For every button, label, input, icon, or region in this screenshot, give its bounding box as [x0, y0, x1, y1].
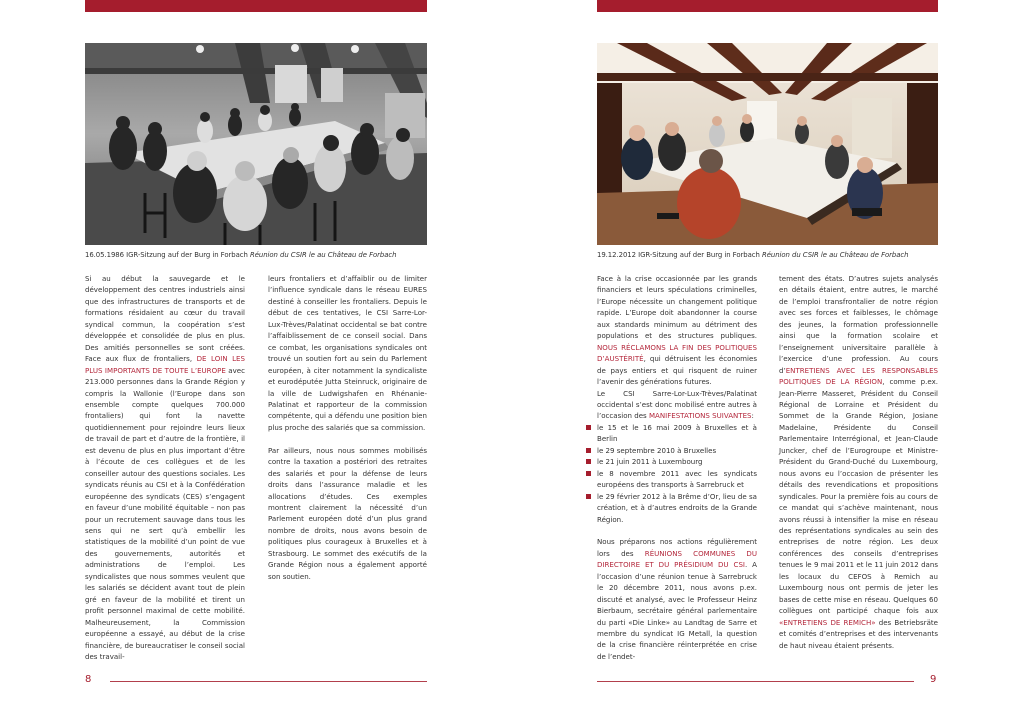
list-item: le 8 novembre 2011 avec les syndicats européens des transports à Sarrebruck et — [597, 468, 757, 490]
left-photo-caption — [85, 251, 397, 259]
right-col1-paragraph-3 — [597, 536, 757, 662]
highlight-manifestations: MANIFESTATIONS SUIVANTES — [648, 411, 752, 421]
list-item: le 29 février 2012 à la Brême d’Or, lieu de sa création, et à d’autres endroits de la Grande Région. — [597, 491, 757, 524]
left-photo-meeting-1986 — [85, 43, 427, 245]
right-col2-text-c: des Betriebsräte et comités d’entreprises et des intervenants de haut niveau étaient présents. — [779, 617, 938, 650]
right-col1-paragraph-1 — [597, 273, 757, 388]
left-column-2 — [268, 273, 427, 582]
left-col1-text-a: Si au début la sauvegarde et le développement des centres industriels ainsi que des infrastructures de transports et de formations résidaient au cœur du travail syndical commun, la coopération s’est développée et consolidée de plus en plus. Des amitiés personnelles se sont créées. Face aux flux de frontaliers, — [85, 274, 245, 364]
list-item: le 21 juin 2011 à Luxembourg — [597, 456, 757, 467]
right-col2-text-b: , comme p.ex. Jean-Pierre Masseret, Président du Conseil Régional de Lorraine et Président du Sommet de la Grande Région, Josiane Madelaine, Présidente du Conseil Parlementaire Interrégional, et Jean-Claude Juncker, chef de l’Eurogroupe et Ministre-Président du Grand-Duché du Luxembourg, nous avons eu l’occasion de présenter les détails des revendications et propositions syndicales. Pour la première fois au cours de ce mandat qui s’achève maintenant, nous avons réussi à intensifier la mise en réseau des représentations syndicales au sein des entreprises de notre région. Les deux conférences des conseils d’entreprises tenues le 9 mai 2011 et le 11 juin 2012 dans les locaux du CEFOS à Remich au Luxembourg nous ont permis de jeter les bases de cette mise en réseau. Quelques 60 collègues ont participé chaque fois aux — [779, 377, 939, 616]
page-number-right: 9 — [930, 674, 937, 685]
highlight-remich: «ENTRETIENS DE REMICH» — [779, 617, 876, 627]
right-col1-p2-text-b: : — [751, 411, 754, 421]
right-col2-text-a: tement des états. D’autres sujets analysés en détails étaient, entre autres, le marché de l’emploi transfrontalier de notre région avec ses forces et faiblesses, le chômage des jeunes, la formation professionnelle ainsi que la formation scolaire et l’enseignement universitaire parallèle à l’exercice d’une profession. Au cours d’ — [779, 274, 938, 375]
right-caption-fr: Réunion du CSIR le au Château de Forbach — [761, 251, 909, 259]
left-col2-paragraph-1: leurs frontaliers et d’affaiblir ou de limiter l’influence syndicale dans le réseau EURES destiné à conseiller les frontaliers. Depuis le début de ces tentatives, le CSI Sarre-Lor-Lux-Trèves/Palatinat occidental se bat contre l’affaiblissement de ce conseil social. Dans ce combat, les organisations syndicales ont trouvé un soutien fort au sein du Parlement européen, à citer notamment la syndicaliste et eurodéputée Jutta Steinruck, originaire de la ville de Ludwigshafen en Rhénanie-Palatinat et rapporteur de la commission compétente, qui a défendu une position bien plus proche des salariés que sa commission. — [268, 274, 427, 432]
left-footer-rule — [110, 681, 427, 682]
manifestations-list — [597, 422, 757, 525]
right-caption-de: 19.12.2012 IGR-Sitzung auf der Burg in Forbach — [597, 251, 760, 259]
right-col1-p3-text-a: Nous préparons nos actions régulièrement lors des — [597, 537, 757, 558]
highlight-frontaliers: DE LOIN LES PLUS IMPORTANTS DE TOUTE L’EUROPE — [85, 354, 245, 375]
right-column-2 — [779, 273, 938, 651]
right-photo-caption — [597, 251, 909, 259]
highlight-reunions: RÉUNIONS COMMUNES DU DIRECTOIRE ET DU PRÉSIDIUM DU CSI — [597, 548, 757, 570]
right-col1-p1-text-a: Face à la crise occasionnée par les grands financiers et leurs spéculations criminelles, l’Europe nécessite un changement politique rapide. L’Europe doit abandonner la course aux standards minimum au détriment des populations et des structures publiques. — [597, 274, 757, 341]
highlight-entretiens: ENTRETIENS AVEC LES RESPONSABLES POLITIQUES DE LA RÉGION — [779, 365, 938, 387]
right-col1-p1-text-b: , qui détruisent les économies de pays entiers et qui risquent de ruiner l’avenir des générations futures. — [597, 354, 757, 387]
page-number-left: 8 — [85, 674, 92, 685]
right-column-1 — [597, 273, 757, 662]
right-page-top-bar — [597, 0, 938, 12]
left-col1-paragraph — [85, 273, 245, 662]
left-caption-de: 16.05.1986 IGR-Sitzung auf der Burg in Forbach — [85, 251, 248, 259]
right-photo-meeting-2012 — [597, 43, 938, 245]
right-col1-p2-text-a: Le CSI Sarre-Lor-Lux-Trèves/Palatinat occidental s’est donc mobilisé entre autres à l’occasion des — [597, 388, 757, 421]
highlight-austerite: NOUS RÉCLAMONS LA FIN DES POLITIQUES D’AUSTÉRITÉ — [597, 342, 757, 364]
list-item: le 15 et le 16 mai 2009 à Bruxelles et à Berlin — [597, 422, 757, 444]
list-item: le 29 septembre 2010 à Bruxelles — [597, 445, 757, 456]
left-caption-fr: Réunion du CSIR le au Château de Forbach — [249, 251, 397, 259]
left-col1-text-b: avec 213.000 personnes dans la Grande Région y compris la Wallonie (l’Europe dans son ensemble compte quelques 700.000 frontaliers) qui font la navette quotidiennement pour rejoindre leurs lieux de travail de part et d’autre de la frontière, il est devenu de plus en plus important d’être à l’écoute de ces collègues et de les conseiller autour des questions sociales. Les syndicats réunis au CSI et à la Confédération européenne des syndicats (CES) s’engagent en faveur d’une mobilité équitable – non pas pour un recrutement sauvage dans tous les sens qui ne sert qu’à embellir les statistiques de la mobilité d’un point de vue des gouvernements, autorités et administrations de l’emploi. Les syndicalistes que nous sommes veulent que les salariés se décident avant tout de plein gré en faveur de la mobilité et tirent un profit personnel maximal de cette mobilité. Malheureusement, la Commission européenne a essayé, au début de la crise financière, de bureaucratiser le conseil social des travail- — [85, 365, 245, 661]
right-col1-paragraph-2 — [597, 388, 757, 422]
left-page-top-bar — [85, 0, 427, 12]
right-footer-rule — [597, 681, 914, 682]
left-col2-paragraph-2: Par ailleurs, nous nous sommes mobilisés contre la taxation a postériori des retraites des salariés et pour la défense de leurs droits dans l’assurance maladie et les allocations d’études. Ces exemples montrent clairement la nécessité d’un Parlement européen doté d’un plus grand nombre de droits, nous avons besoin de politiques plus courageux à Bruxelles et à Strasbourg. Le sommet des exécutifs de la Grande Région nous a également apporté son soutien. — [268, 445, 427, 581]
right-col1-p3-text-b: . A l’occasion d’une réunion tenue à Sarrebruck le 20 décembre 2011, nous avons p.ex. discuté et analysé, avec le Professeur Heinz Bierbaum, secrétaire général parlementaire du parti «Die Linke» au Landtag de Sarre et membre du syndicat IG Metall, la question de la crise financière réinterprétée en crise de l’endet- — [597, 560, 757, 661]
right-col2-paragraph — [779, 273, 938, 651]
left-column-1 — [85, 273, 245, 662]
